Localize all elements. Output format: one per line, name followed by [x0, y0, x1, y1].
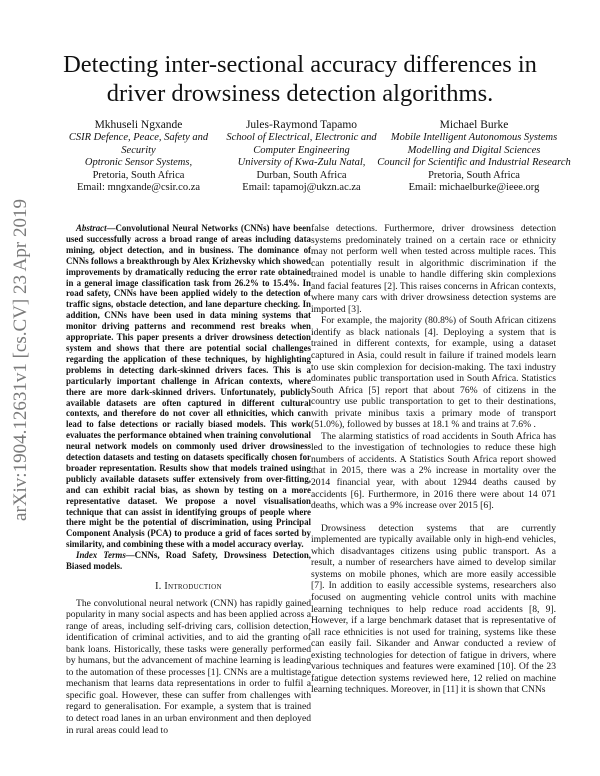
author-affiliation: CSIR Defence, Peace, Safety and Security — [68, 132, 209, 156]
author-2 — [214, 118, 389, 195]
section-heading-introduction: I. Introduction — [155, 581, 222, 592]
arxiv-identifier-stamp — [2, 150, 36, 570]
author-email: Email: michaelburke@ieee.org — [408, 182, 540, 194]
author-email: Email: tapamoj@ukzn.ac.za — [242, 182, 361, 194]
author-1 — [56, 118, 221, 195]
arxiv-id-text: arXiv:1904.12631v1 [cs.CV] 23 Apr 2019 — [10, 199, 31, 521]
paragraph-gap — [311, 512, 556, 523]
intro-paragraph: The convolutional neural network (CNN) has rapidly gained popularity in many social aspects and has been applied across a range of areas, including self-driving cars, collision detection, identification of criminal activities, and to aid the granting of bank loans. Historically, these tasks were generally performed by humans, but the advancement of machine learning is leading to the automation of these processes [1]. CNNs are a multistage mechanism that learns data representations in order to fulfil a specific goal. However, these can suffer from challenges with regard to generalisation. For example, a system that is trained to detect road lanes in an urban environment and then deployed in rural areas could lead to — [66, 597, 311, 736]
body-paragraph-3: The alarming statistics of road accidents in South Africa has led to the investigation of technologies to reduce these high numbers of accidents. A Statistics South Africa report showed that in 2015, there was a 2% increase in mortality over the 2014 financial year, with about 12944 deaths caused by accidents [6]. Furthermore, in 2016 there were about 14 071 deaths, which was a 9% increase over 2015 [6]. — [311, 430, 556, 512]
left-column — [66, 223, 311, 736]
author-name: Michael Burke — [439, 119, 509, 131]
author-email: Email: mngxande@csir.co.za — [76, 182, 201, 194]
author-affiliation: Mobile Intelligent Autonomous Systems Modelling and Digital Sciences — [390, 132, 558, 156]
abstract-text: —Convolutional Neural Networks (CNNs) have been used successfully across a broad range of areas including data mining, object detection, and in business. The dominance of CNNs follows a breakthrough by Alex Krizhevsky which showed improvements by dramatically reducing the error rate obtained in a general image classification task from 26.2% to 15.4%. In road safety, CNNs have been applied widely to the detection of traffic signs, obstacle detection, and lane departure checking. In addition, CNNs have been used in data mining systems that monitor driving patterns and recommend rest breaks when appropriate. This paper presents a driver drowsiness detection system and shows that there are potential social challenges regarding the application of these techniques, by highlighting problems in detecting dark-skinned drivers faces. This is a particularly important challenge in African contexts, where there are more dark-skinned drivers. Unfortunately, publicly available datasets are often captured in different cultural contexts, and therefore do not cover all ethnicities, which can lead to false detections or racially biased models. This work evaluates the performance obtained when training convolutional neural network models on commonly used driver drowsiness detection datasets and testing on datasets specifically chosen for broader representation. Results show that models trained using publicly available datasets suffer extensively from over-fitting, and can exhibit racial bias, as shown by testing on a more representative dataset. We propose a novel visualisation technique that can assist in identifying groups of people where there might be the potential of discrimination, using Principal Component Analysis (PCA) to produce a grid of faces sorted by similarity, and combining these with a model accuracy overlay. — [66, 223, 311, 550]
abstract — [66, 223, 311, 550]
index-terms-text: —CNNs, Road Safety, Drowsiness Detection, Biased models. — [66, 550, 311, 572]
author-location: Pretoria, South Africa — [428, 169, 520, 181]
author-3 — [374, 118, 574, 195]
author-affiliation-unit: Council for Scientific and Industrial Research — [377, 157, 571, 169]
author-block — [56, 118, 571, 198]
body-paragraph-1: false detections. Furthermore, driver drowsiness detection systems predominately trained on a certain race or ethnicity may not perform well when tested across multiple races. This can potentially result in algorithmic discrimination if the trained model is unable to handle differing skin complexions and facial features [2]. This raises concerns in African contexts, where many cars with driver drowsiness detection systems are imported [3]. — [311, 223, 556, 315]
author-name: Jules-Raymond Tapamo — [245, 119, 358, 131]
body-paragraph-2: For example, the majority (80.8%) of South African citizens identify as black nationals [4]. Deploying a system that is trained in different contexts, for example, using a dataset captured in Asia, could result in failure if trained models learn to use skin complexion for decision-making. The taxi industry dominates public transportation used in South Africa. Statistics South Africa [5] report that about 76% of citizens in the country use public transportation to get to their destinations, with private minibus taxis a primary mode of transport (51.0%), followed by busses at 18.1 % and trains at 7.6% . — [311, 315, 556, 431]
index-terms-label: Index Terms — [76, 550, 126, 561]
author-name: Mkhuseli Ngxande — [94, 119, 183, 131]
right-column — [311, 223, 556, 696]
body-paragraph-4: Drowsiness detection systems that are currently implemented are typically available only in high-end vehicles, which disadvantages citizens using public transport. As a result, a number of researchers have aimed to develop similar systems on mobile phones, which are more easily accessible [7]. In addition to easily accessible systems, researchers also focused on augmenting vehicle control units with machine learning techniques to help reduce road accidents [8, 9]. However, if a large benchmark dataset that is representative of all race ethnicities is not used for training, systems like these can easily fail. Sikander and Anwar conducted a review of existing technologies for detection of fatigue in drivers, where various techniques and features were examined [10]. Of the 23 fatigue detection systems reviewed here, 12 relied on machine learning techniques. Moreover, in [11] it is shown that CNNs — [311, 522, 556, 696]
author-affiliation-unit: Optronic Sensor Systems, — [84, 157, 193, 169]
abstract-label: Abstract — [76, 223, 107, 233]
author-affiliation-unit: University of Kwa-Zulu Natal, — [237, 157, 366, 169]
index-terms — [66, 550, 311, 572]
author-affiliation: School of Electrical, Electronic and Computer Engineering — [226, 132, 377, 156]
author-location: Pretoria, South Africa — [92, 169, 185, 181]
author-location: Durban, South Africa — [256, 169, 347, 181]
paper-title: Detecting inter-sectional accuracy differences in driver drowsiness detection algorithms. — [63, 51, 537, 107]
